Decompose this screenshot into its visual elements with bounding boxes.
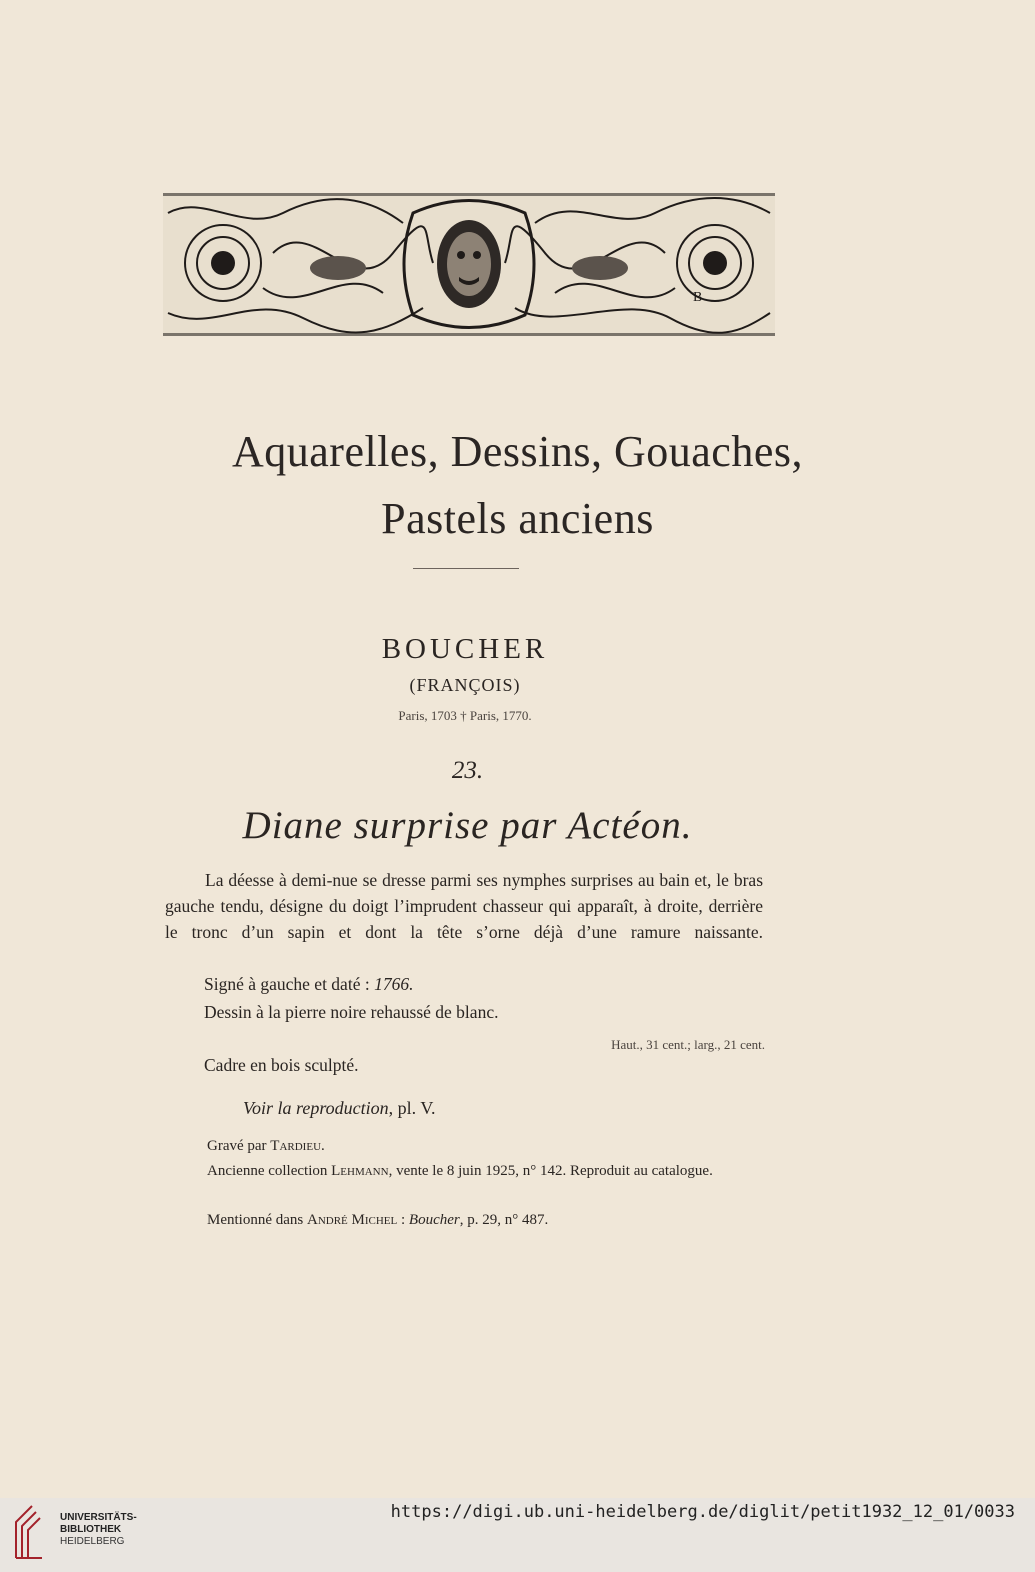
signature-prefix: Signé à gauche et daté : [204, 974, 375, 994]
svg-text:B: B [693, 290, 703, 305]
lot-number: 23. [451, 757, 484, 784]
library-name[interactable] [60, 1512, 137, 1548]
section-title-line1: Aquarelles, Dessins, Gouaches, [232, 427, 803, 476]
artist-name: BOUCHER [381, 633, 549, 665]
collection-line [165, 1163, 763, 1180]
reproduction-line [243, 1098, 436, 1119]
mention-sep: : [397, 1212, 409, 1228]
library-name-line3: HEIDELBERG [60, 1536, 125, 1547]
work-title: Diane surprise par Actéon. [242, 804, 693, 847]
mention-author: André Michel [306, 1212, 398, 1228]
library-name-line1: UNIVERSITÄTS- [60, 1512, 137, 1523]
reproduction-rest: , pl. V. [388, 1098, 436, 1118]
engraved-prefix: Gravé par [207, 1138, 271, 1154]
library-name-line2: BIBLIOTHEK [60, 1524, 122, 1535]
page-url-link[interactable]: https://digi.ub.uni-heidelberg.de/diglit/petit1932_12_01/0033 [390, 1502, 1015, 1522]
reproduction-italic: Voir la reproduction [243, 1098, 389, 1118]
collection-name: Lehmann [331, 1163, 389, 1179]
signature-date: 1766. [374, 974, 414, 994]
frame-line: Cadre en bois sculpté. [204, 1055, 359, 1075]
mention-rest: , p. 29, n° 487. [459, 1212, 549, 1228]
section-title-line2: Pastels anciens [381, 494, 654, 543]
mention-line [207, 1212, 548, 1229]
signature-line [204, 974, 413, 995]
mention-book: Boucher [408, 1212, 460, 1228]
university-library-logo-icon[interactable] [12, 1502, 52, 1562]
work-description: La déesse à demi-nue se dresse parmi ses nymphes surprises au bain et, le bras gauche tendu, désigne du doigt l’imprudent chasseur qui apparaît, à droite, derrière le tronc d’un sapin et dont la tête s’orne déjà d’une ramure naissante. [165, 870, 763, 942]
collection-prefix: Ancienne collection [207, 1163, 332, 1179]
collection-rest: , vente le 8 juin 1925, n° 142. Reproduit au catalogue. [388, 1163, 713, 1179]
engraved-line [207, 1138, 325, 1155]
artist-first-name: (FRANÇOIS) [409, 675, 521, 695]
artist-dates: Paris, 1703 † Paris, 1770. [398, 708, 532, 723]
ornament-headpiece [163, 193, 775, 336]
medium-line: Dessin à la pierre noire rehaussé de blanc. [204, 1002, 499, 1022]
dimensions: Haut., 31 cent.; larg., 21 cent. [611, 1037, 765, 1052]
divider-rule [413, 568, 519, 569]
mention-prefix: Mentionné dans [207, 1212, 307, 1228]
engraver-name: Tardieu. [270, 1138, 325, 1154]
